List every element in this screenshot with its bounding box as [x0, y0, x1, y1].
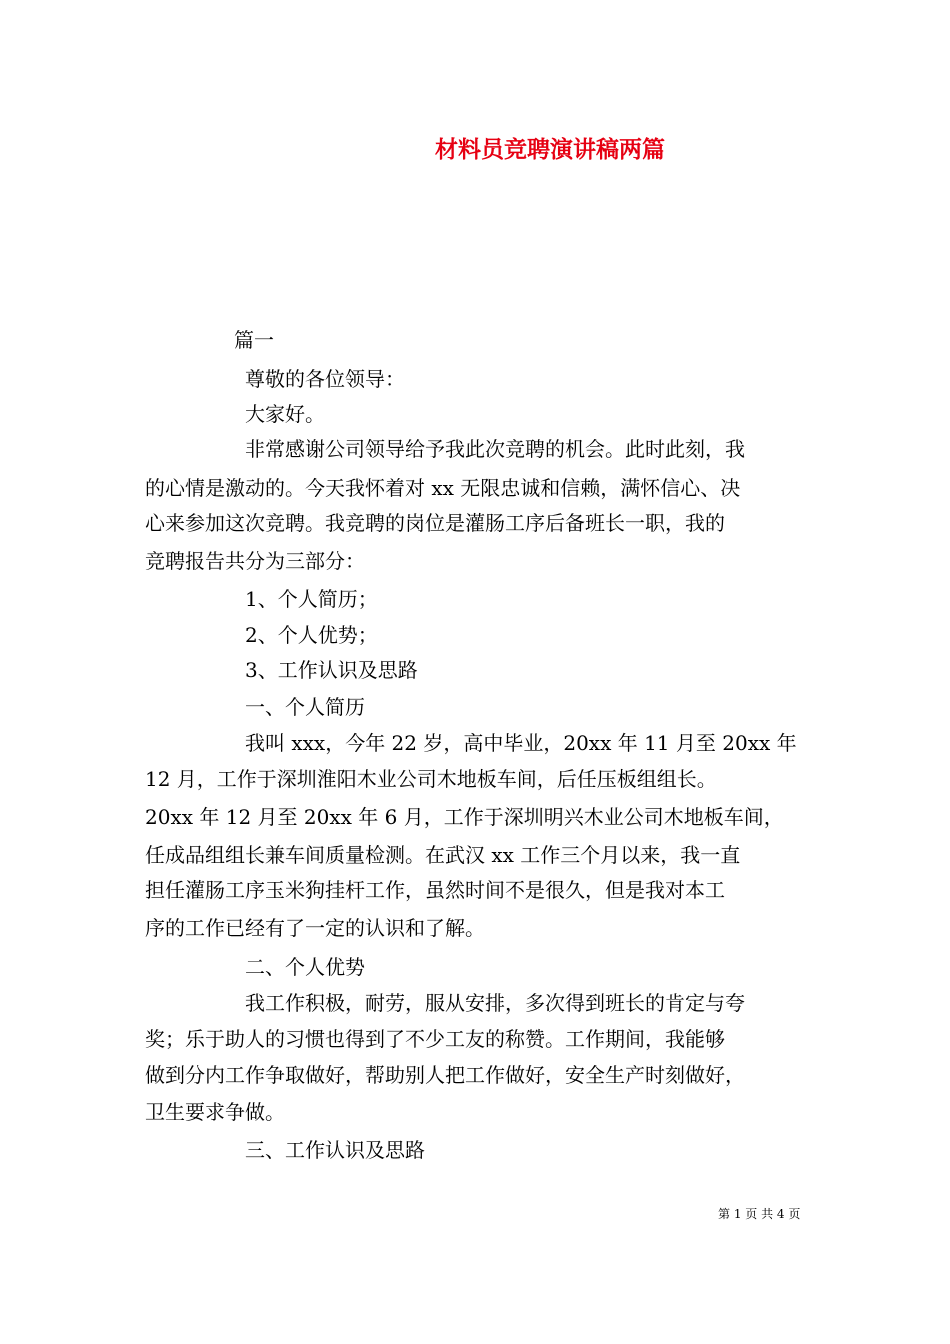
paragraph-line: 心来参加这次竞聘。我竞聘的岗位是灌肠工序后备班长一职，我的 — [145, 511, 725, 535]
paragraph-line: 做到分内工作争取做好，帮助别人把工作做好，安全生产时刻做好， — [145, 1063, 745, 1087]
paragraph-line: 的心情是激动的。今天我怀着对 xx 无限忠诚和信赖，满怀信心、决 — [145, 476, 741, 500]
subsection-heading: 二、个人优势 — [245, 955, 365, 979]
list-item: 3、工作认识及思路 — [245, 658, 418, 682]
subsection-heading: 一、个人简历 — [245, 695, 365, 719]
list-item: 1、个人简历； — [245, 587, 378, 611]
paragraph-line: 任成品组组长兼车间质量检测。在武汉 xx 工作三个月以来，我一直 — [145, 843, 741, 867]
paragraph-line: 竞聘报告共分为三部分： — [145, 549, 365, 573]
paragraph-line: 我叫 xxx，今年 22 岁，高中毕业，20xx 年 11 月至 20xx 年 — [245, 731, 797, 755]
paragraph-line: 12 月，工作于深圳淮阳木业公司木地板车间，后任压板组组长。 — [145, 767, 717, 791]
paragraph-line: 奖；乐于助人的习惯也得到了不少工友的称赞。工作期间，我能够 — [145, 1027, 725, 1051]
document-title: 材料员竞聘演讲稿两篇 — [435, 136, 665, 163]
paragraph-line: 20xx 年 12 月至 20xx 年 6 月，工作于深圳明兴木业公司木地板车间， — [145, 805, 784, 829]
paragraph-line: 序的工作已经有了一定的认识和了解。 — [145, 916, 485, 940]
salutation: 尊敬的各位领导： — [245, 367, 405, 391]
greeting: 大家好。 — [245, 402, 325, 426]
paragraph-line: 卫生要求争做。 — [145, 1100, 285, 1124]
paragraph-line: 担任灌肠工序玉米狗挂杆工作，虽然时间不是很久，但是我对本工 — [145, 878, 725, 902]
paragraph-line: 我工作积极，耐劳，服从安排，多次得到班长的肯定与夸 — [245, 991, 745, 1015]
subsection-heading: 三、工作认识及思路 — [245, 1138, 425, 1162]
page-number: 第 1 页 共 4 页 — [718, 1207, 801, 1221]
section-heading: 篇一 — [234, 328, 274, 352]
paragraph-line: 非常感谢公司领导给予我此次竞聘的机会。此时此刻，我 — [245, 437, 745, 461]
list-item: 2、个人优势； — [245, 623, 378, 647]
